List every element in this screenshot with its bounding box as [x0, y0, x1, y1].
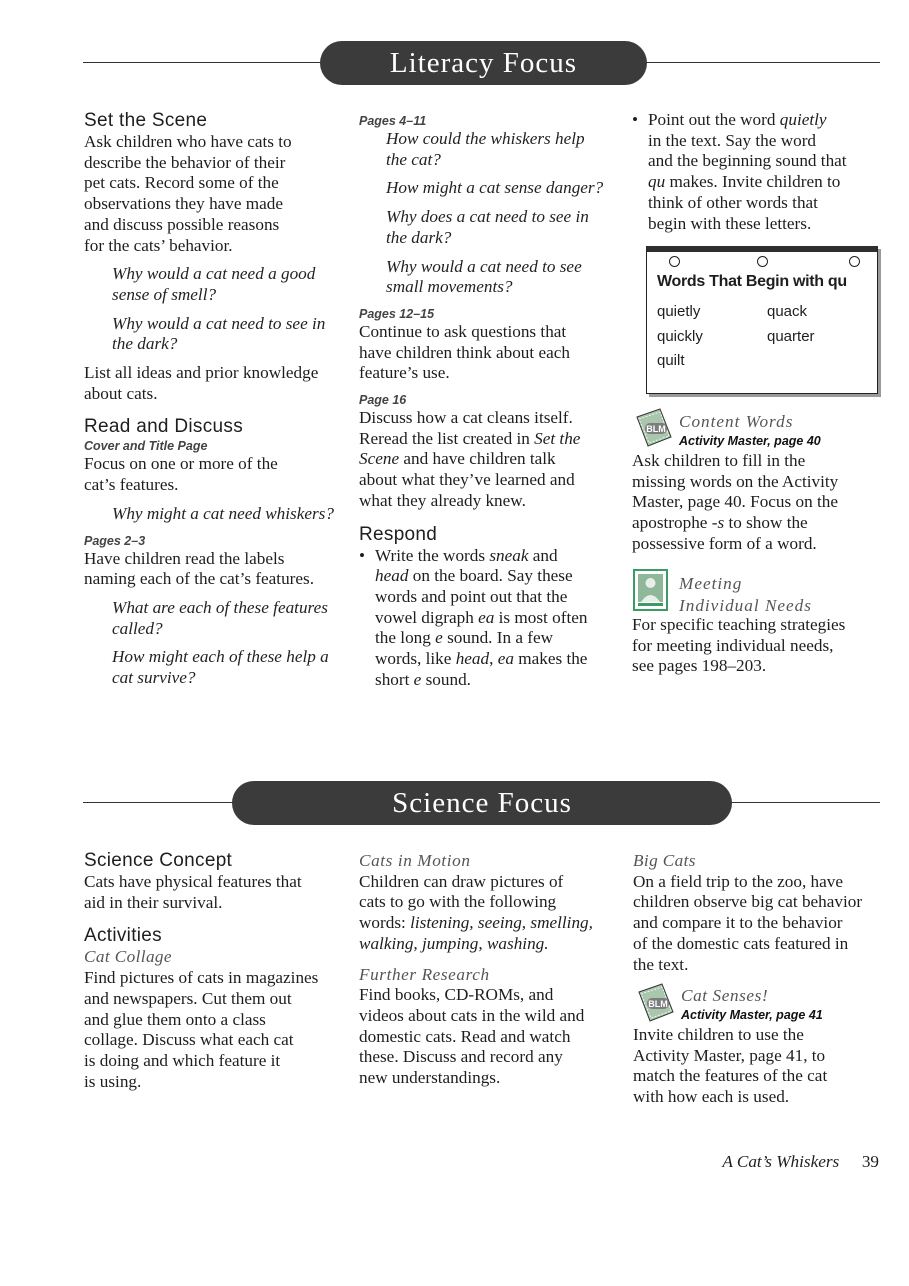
cat-senses-title: Cat Senses! — [681, 986, 769, 1005]
question: How could the whiskers help the cat? — [386, 129, 585, 169]
pages-4-11-label: Pages 4–11 — [359, 114, 427, 128]
chart-word-grid — [657, 300, 815, 374]
big-cats-body: On a field trip to the zoo, have children observe big cat behavior and compare it to the behavior of the domestic cats featured in the text. — [633, 871, 863, 974]
question: Why would a cat need to see small movements? — [386, 256, 582, 297]
respond-heading: Respond — [359, 523, 438, 545]
page-16-body: Discuss how a cat cleans itself. Reread the list created in Set the Scene and have children talk about what they’ve learned and what they already knew. — [359, 408, 581, 510]
activities-heading: Activities — [84, 925, 162, 947]
big-cats-title: Big Cats — [633, 851, 696, 870]
activity-master-ref: Activity Master, page 41 — [681, 1007, 823, 1022]
chart-row: quietly quack — [657, 303, 808, 320]
science-column-3 — [633, 851, 888, 975]
content-words-header — [679, 412, 879, 449]
set-the-scene-heading: Set the Scene — [84, 110, 208, 131]
question: How might a cat sense danger? — [386, 178, 604, 198]
page-footer — [722, 1152, 879, 1172]
cover-title-label: Cover and Title Page — [84, 439, 208, 454]
question: Why would a cat need a good sense of smell? — [112, 264, 316, 304]
content-words-title: Content Words — [679, 412, 794, 431]
science-concept-heading: Science Concept — [84, 850, 233, 871]
cat-senses-header — [681, 986, 881, 1023]
chart-ring-hole — [757, 256, 768, 267]
pages-12-15-label: Pages 12–15 — [359, 306, 435, 321]
question: Why would a cat need to see in the dark? — [112, 313, 326, 354]
blm-icon — [634, 408, 674, 453]
page-number: 39 — [861, 1152, 879, 1171]
science-focus-title: Science Focus — [232, 781, 732, 825]
set-scene-after: List all ideas and prior knowledge about cats. — [84, 363, 319, 403]
pages-2-3-label: Pages 2–3 — [84, 533, 146, 548]
blm-icon — [636, 983, 676, 1028]
science-focus-banner — [83, 781, 880, 825]
cover-body: Focus on one or more of the cat’s features. — [84, 454, 278, 495]
pages-12-15-body: Continue to ask questions that have children think about each feature’s use. — [359, 321, 570, 383]
set-scene-body: Ask children who have cats to describe the behavior of their pet cats. Record some of the observations they have made and discuss possible reasons for the cats’ behavior. — [84, 132, 292, 255]
literacy-column-2 — [359, 113, 609, 690]
page-16-label: Page 16 — [359, 393, 407, 408]
science-concept-body: Cats have physical features that aid in their survival. — [84, 872, 302, 912]
chart-row: quickly quarter — [657, 327, 815, 345]
chart-ring-hole — [669, 256, 680, 267]
further-research-title: Further Research — [359, 964, 490, 984]
content-words-body: Ask children to fill in the missing words on the Activity Master, page 40. Focus on the apostrophe -s to show the possessive form of a word. — [632, 451, 839, 553]
literacy-focus-title: Literacy Focus — [320, 41, 647, 85]
point-out-bullet: • Point out the word quietly in the text. Say the word and the beginning sound that qu makes. Invite children to think of other words that begin with these letters. — [632, 110, 887, 234]
cat-senses-body: Invite children to use the Activity Master, page 41, to match the features of the cat with how each is used. — [633, 1025, 828, 1107]
literacy-column-3 — [632, 110, 887, 234]
question: What are each of these features called? — [112, 597, 328, 638]
question: How might each of these help a cat survive? — [112, 647, 329, 688]
word-chart — [646, 246, 878, 394]
cat-collage-body: Find pictures of cats in magazines and newspapers. Cut them out and glue them onto a class collage. Discuss what each cat is doing and which feature it is using. — [84, 968, 319, 1091]
svg-text:BLM: BLM — [648, 999, 668, 1009]
further-research-body: Find books, CD-ROMs, and videos about cats in the wild and domestic cats. Read and watch these. Discuss and record any new understandings. — [359, 985, 585, 1088]
chart-ring-hole — [849, 256, 860, 267]
cats-in-motion-body: Children can draw pictures of cats to go with the following words: listening, seeing, smelling, walking, jumping, washing. — [359, 871, 593, 953]
question: Why might a cat need whiskers? — [112, 503, 334, 523]
individual-needs-icon — [633, 569, 668, 616]
science-column-1 — [84, 850, 349, 1092]
pages-2-3-body: Have children read the labels naming each of the cat’s features. — [84, 548, 315, 589]
question: Why does a cat need to see in the dark? — [386, 207, 589, 247]
chart-row: quilt — [657, 352, 685, 369]
cats-in-motion-title: Cats in Motion — [359, 851, 471, 870]
respond-bullet: • Write the words sneak and head on the board. Say these words and point out that the vowel digraph ea is most often the long e sound. In a few words, like head, ea makes the short e sound. — [359, 546, 609, 691]
activity-master-ref: Activity Master, page 40 — [679, 433, 821, 448]
science-column-2 — [359, 851, 614, 1089]
literacy-focus-banner — [83, 41, 880, 85]
chart-title: Words That Begin with qu — [657, 273, 847, 290]
book-title: A Cat’s Whiskers — [722, 1152, 840, 1171]
individual-needs-header: Meeting Individual Needs — [679, 574, 812, 615]
cat-collage-title: Cat Collage — [84, 947, 172, 967]
individual-needs-body: For specific teaching strategies for meeting individual needs, see pages 198–203. — [632, 615, 846, 676]
svg-text:BLM: BLM — [646, 424, 666, 434]
read-and-discuss-heading: Read and Discuss — [84, 416, 243, 438]
literacy-column-1 — [84, 110, 344, 689]
